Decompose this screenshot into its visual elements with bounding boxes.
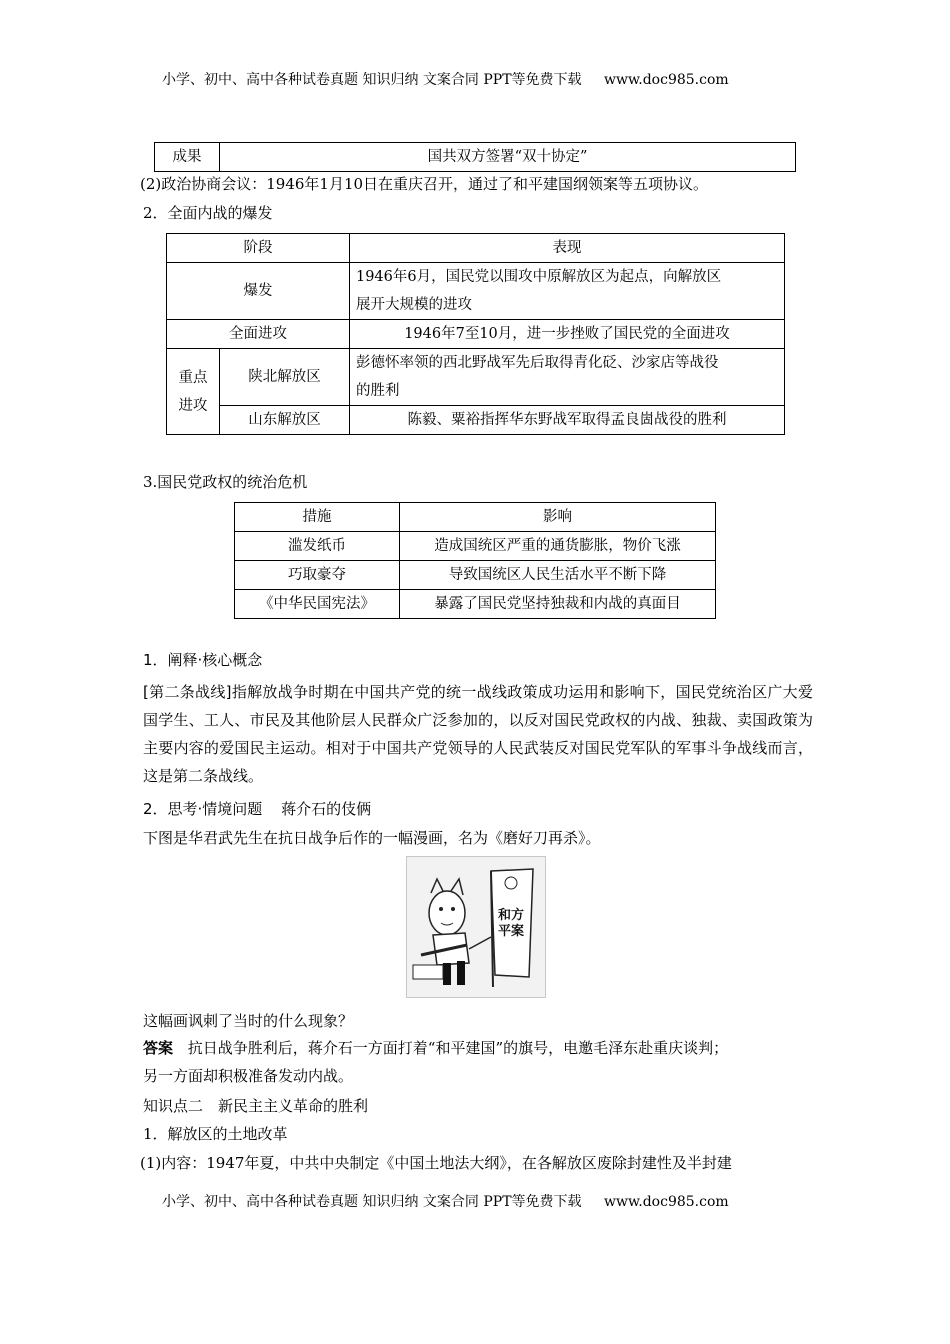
cartoon-intro: 下图是华君武先生在抗日战争后作的一幅漫画，名为《磨好刀再杀》。: [143, 829, 601, 847]
stage-full-attack: 全面进攻: [167, 320, 350, 349]
flag-text-line1: 和方: [497, 908, 525, 923]
think-title-row: [143, 799, 371, 819]
table-crisis: [234, 502, 716, 619]
answer-text-a: 抗日战争胜利后，蒋介石一方面打着“和平建国”的旗号，电邀毛泽东赴重庆谈判；: [187, 1039, 729, 1057]
effect-cell: 造成国统区严重的通货膨胀，物价飞涨: [400, 532, 716, 561]
area-shaanbei: 陕北解放区: [220, 349, 350, 406]
effect-cell: 导致国统区人民生活水平不断下降: [400, 561, 716, 590]
measure-cell: 滥发纸币: [235, 532, 400, 561]
header-effect: 影响: [400, 503, 716, 532]
stage-key-attack: [167, 349, 220, 435]
header-text: 小学、初中、高中各种试卷真题 知识归纳 文案合同 PPT等免费下载: [162, 72, 582, 88]
header-performance: 表现: [349, 234, 784, 263]
outbreak-detail-line2: 展开大规模的进攻: [355, 297, 472, 313]
cartoon-drawing: [407, 857, 545, 997]
shaanbei-detail: [349, 349, 784, 406]
footer-url: www.doc985.com: [603, 1194, 729, 1210]
think-title: 2．思考·情境问题: [143, 800, 263, 818]
measure-cell: 《中华民国宪法》: [235, 590, 400, 619]
shaanbei-detail-line2: 的胜利: [355, 383, 400, 399]
page-header: [162, 69, 729, 89]
shaanbei-detail-line1: 彭德怀率领的西北野战军先后取得青化砭、沙家店等战役: [355, 355, 719, 371]
cartoon-image: [406, 856, 546, 998]
outbreak-detail: [349, 263, 784, 320]
area-shandong: 山东解放区: [220, 406, 350, 435]
land-reform-title: 1．解放区的土地改革: [143, 1125, 288, 1143]
answer-line2: 另一方面却积极准备发动内战。: [143, 1067, 354, 1085]
measure-cell: 巧取豪夺: [235, 561, 400, 590]
outbreak-detail-line1: 1946年6月，国民党以围攻中原解放区为起点，向解放区: [355, 269, 722, 285]
effect-cell: 暴露了国民党坚持独裁和内战的真面目: [400, 590, 716, 619]
think-topic: 蒋介石的伎俩: [281, 800, 372, 818]
section-civil-war-title: 2．全面内战的爆发: [143, 204, 273, 222]
pcc-line: (2)政治协商会议：1946年1月10日在重庆召开，通过了和平建国纲领案等五项协议。: [140, 175, 709, 193]
header-url: www.doc985.com: [603, 72, 729, 88]
question-line: 这幅画讽刺了当时的什么现象？: [143, 1012, 354, 1030]
land-reform-content: (1)内容：1947年夏，中共中央制定《中国土地法大纲》，在各解放区废除封建性及半封建: [140, 1154, 732, 1172]
concept-paragraph: [第二条战线]指解放战争时期在中国共产党的统一战线政策成功运用和影响下，国民党统治区广大爱国学生、工人、市民及其他阶层人民群众广泛参加的，以反对国民党政权的内战、独裁、卖国政策为主要内容的爱国民主运动。相对于中国共产党领导的人民武装反对国民党军队的军事斗争战线而言，这是第二条战线。: [143, 683, 813, 785]
shandong-detail: 陈毅、粟裕指挥华东野战军取得孟良崮战役的胜利: [349, 406, 784, 435]
stage-outbreak: 爆发: [167, 263, 350, 320]
outcome-value: 国共双方签署“双十协定”: [220, 143, 796, 172]
section-crisis-title: 3.国民党政权的统治危机: [143, 473, 308, 491]
footer-text: 小学、初中、高中各种试卷真题 知识归纳 文案合同 PPT等免费下载: [162, 1194, 582, 1210]
header-measure: 措施: [235, 503, 400, 532]
key-attack-line1: 重点: [178, 369, 208, 386]
full-attack-detail: 1946年7至10月，进一步挫败了国民党的全面进攻: [349, 320, 784, 349]
answer-label: 答案: [143, 1039, 174, 1057]
outcome-label: 成果: [155, 143, 220, 172]
page-footer: [162, 1191, 729, 1211]
header-stage: 阶段: [167, 234, 350, 263]
flag-text-line2: 平案: [497, 924, 525, 939]
knowledge-point-two: 知识点二 新民主主义革命的胜利: [143, 1097, 369, 1115]
table-outcome: [154, 142, 796, 172]
table-civil-war: [166, 233, 785, 435]
answer-line1: [143, 1038, 728, 1058]
key-attack-line2: 进攻: [178, 397, 208, 414]
concept-title: 1．阐释·核心概念: [143, 651, 263, 669]
